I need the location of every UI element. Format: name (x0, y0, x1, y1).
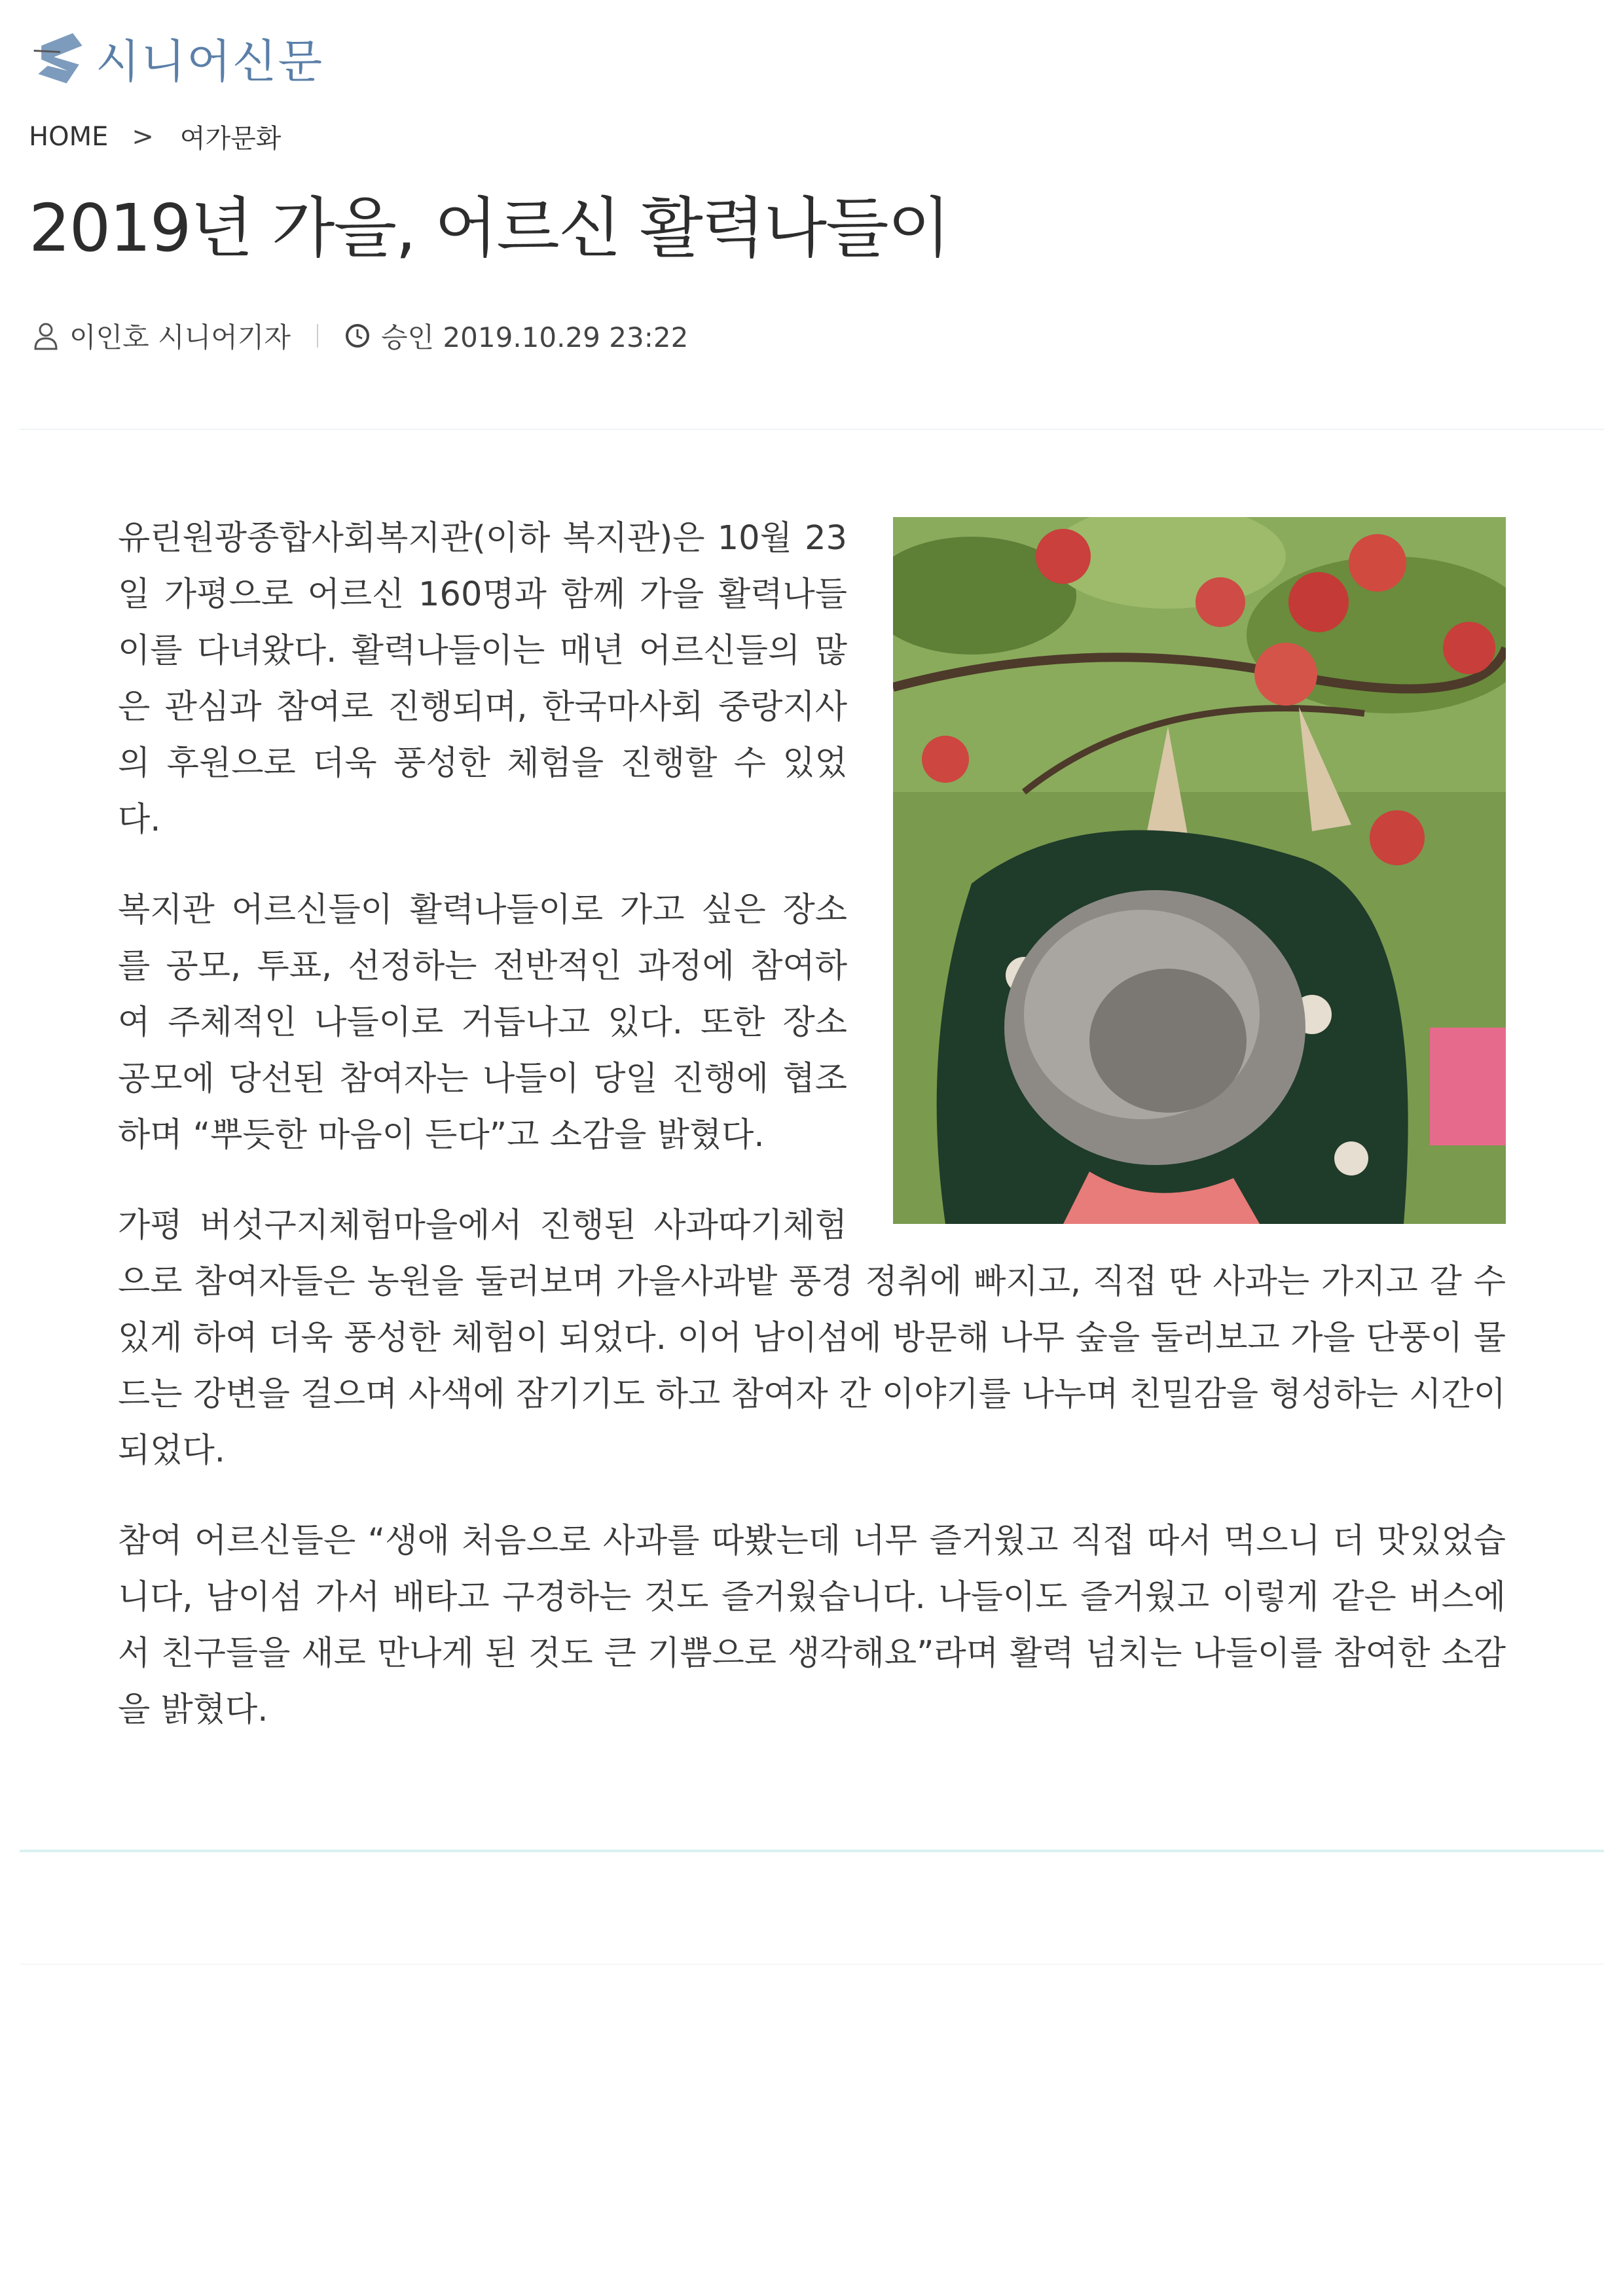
s-logo-icon (29, 27, 92, 90)
article-footer-divider (20, 1850, 1604, 1852)
clock-icon (344, 323, 371, 349)
site-logo[interactable] (29, 25, 323, 91)
meta-divider (317, 324, 318, 348)
faint-divider (20, 1964, 1604, 1965)
apple-picking-photo (893, 517, 1506, 1224)
article-photo (893, 517, 1506, 1224)
breadcrumb-home[interactable]: HOME (29, 121, 109, 152)
approved-time: 승인 2019.10.29 23:22 (380, 321, 689, 353)
breadcrumb (29, 118, 281, 155)
author-name[interactable]: 이인호 시니어기자 (69, 321, 291, 353)
article-paragraph: 가평 버섯구지체험마을에서 진행된 사과따기체험으로 참여자들은 농원을 둘러보며 가을사과밭 풍경 정취에 빠지고, 직접 딴 사과는 가지고 갈 수 있게 하여 더욱 풍성한 체험이 되었다. 이어 남이섬에 방문해 나무 숲을 둘러보고 가을 단풍이 물드는 강변을 걸으며 사색에 잠기기도 하고 참여자 간 이야기를 나누며 친밀감을 형성하는 시간이 되었다. (118, 1206, 1506, 1470)
page-title: 2019년 가을, 어르신 활력나들이 (29, 190, 950, 266)
article-paragraph: 참여 어르신들은 “생애 처음으로 사과를 따봤는데 너무 즐거웠고 직접 따서 먹으니 더 맛있었습니다, 남이섬 가서 배타고 구경하는 것도 즐거웠습니다. 나들이도 즐거웠고 이렇게 같은 버스에서 친구들을 새로 만나게 된 것도 큰 기쁨으로 생각해요”라며 활력 넘치는 나들이를 참여한 소감을 밝혔다. (118, 1522, 1506, 1729)
logo-text: 시니어신문 (96, 35, 324, 88)
article-meta (33, 316, 688, 355)
user-icon (33, 321, 59, 350)
article-paragraph: 복지관 어르신들이 활력나들이로 가고 싶은 장소를 공모, 투표, 선정하는 전반적인 과정에 참여하여 주체적인 나들이로 거듭나고 있다. 또한 장소 공모에 당선된 참여자는 나들이 당일 진행에 협조하며 “뿌듯한 마음이 든다”고 소감을 밝혔다. (118, 891, 847, 1155)
article-paragraph: 유린원광종합사회복지관(이하 복지관)은 10월 23일 가평으로 어르신 160명과 함께 가을 활력나들이를 다녀왔다. 활력나들이는 매년 어르신들의 많은 관심과 참여로 진행되며, 한국마사회 중랑지사의 후원으로 더욱 풍성한 체험을 진행할 수 있었다. (118, 519, 847, 839)
breadcrumb-section[interactable]: 여가문화 (179, 124, 282, 154)
chevron-right-icon: > (132, 121, 154, 152)
header-divider (20, 429, 1604, 430)
article-body (118, 511, 1506, 1772)
